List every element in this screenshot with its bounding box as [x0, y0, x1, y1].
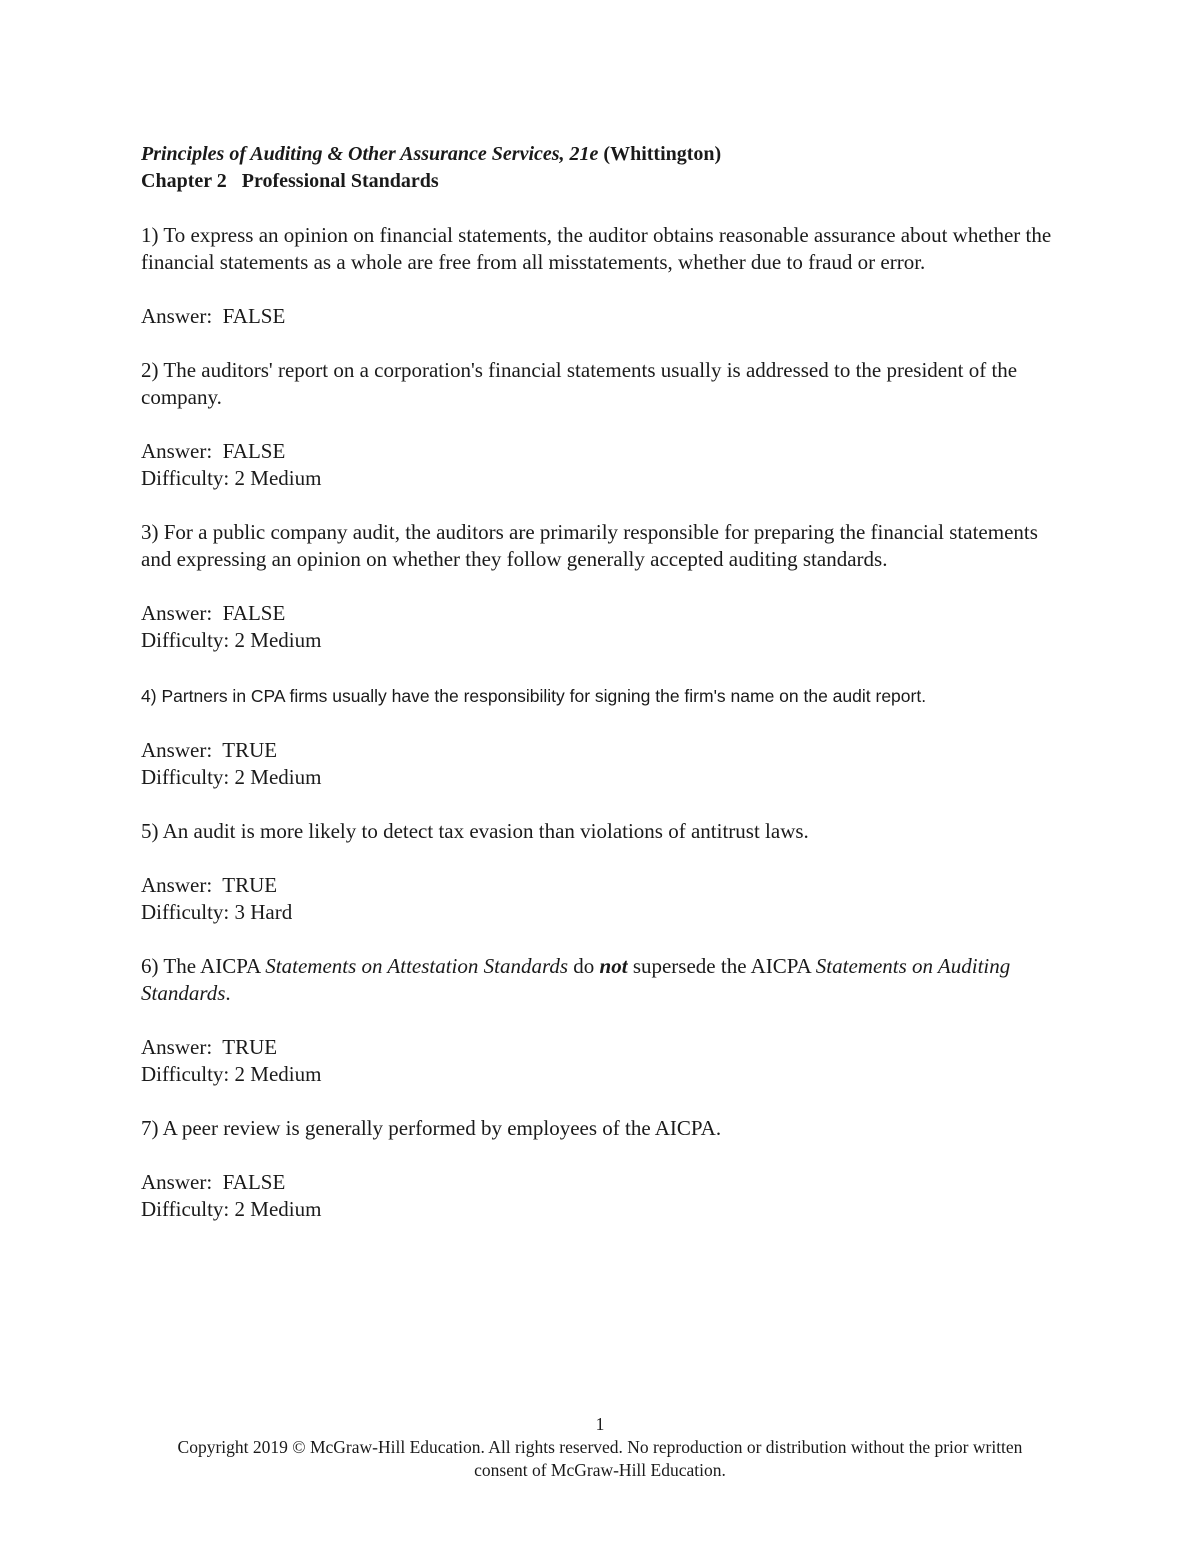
- chapter-heading: Chapter 2 Professional Standards: [141, 170, 439, 192]
- question-text: 5) An audit is more likely to detect tax evasion than violations of antitrust laws.: [141, 819, 809, 843]
- book-author: (Whittington): [598, 143, 722, 165]
- answer: Answer: TRUE: [141, 1035, 278, 1059]
- answer: Answer: TRUE: [141, 738, 278, 762]
- question-number: 1): [141, 223, 159, 247]
- question-text: 2) The auditors' report on a corporation's financial statements usually is addressed to the president of the company.: [141, 358, 1018, 409]
- difficulty: Difficulty: 2 Medium: [141, 1197, 322, 1221]
- difficulty: Difficulty: 2 Medium: [141, 628, 322, 652]
- question-3: [141, 519, 1071, 654]
- answer: Answer: FALSE: [141, 304, 286, 328]
- question-text: 3) For a public company audit, the auditors are primarily responsible for preparing the financial statements and expressing an opinion on whether they follow generally accepted auditing standards.: [141, 520, 1038, 571]
- question-1: [141, 222, 1071, 330]
- difficulty: Difficulty: 2 Medium: [141, 1062, 322, 1086]
- question-2: [141, 357, 1071, 492]
- answer: Answer: TRUE: [141, 873, 278, 897]
- question-5: [141, 818, 1071, 926]
- question-4: [141, 681, 1071, 791]
- difficulty: Difficulty: 3 Hard: [141, 900, 293, 924]
- question-text: 1) To express an opinion on financial statements, the auditor obtains reasonable assurance about whether the financial statements as a whole are free from all misstatements, whether due to fraud or error.: [141, 223, 1052, 274]
- page-footer: [0, 1413, 1200, 1482]
- question-number: 6): [141, 954, 159, 978]
- answer: Answer: FALSE: [141, 439, 286, 463]
- question-number: 2): [141, 358, 159, 382]
- answer: Answer: FALSE: [141, 1170, 286, 1194]
- copyright-notice: Copyright 2019 © McGraw-Hill Education. All rights reserved. No reproduction or distribution without the prior written consent of McGraw-Hill Education.: [177, 1437, 1023, 1480]
- question-number: 7): [141, 1116, 159, 1140]
- question-6: [141, 953, 1071, 1088]
- difficulty: Difficulty: 2 Medium: [141, 466, 322, 490]
- question-number: 3): [141, 520, 159, 544]
- question-text: 6) The AICPA Statements on Attestation Standards do not supersede the AICPA Statements on Auditing Standards.: [141, 954, 1011, 1005]
- page-number: 1: [595, 1414, 605, 1434]
- question-7: [141, 1115, 1071, 1223]
- book-title: Principles of Auditing & Other Assurance Services, 21e: [141, 143, 599, 165]
- question-text: 7) A peer review is generally performed by employees of the AICPA.: [141, 1116, 722, 1140]
- question-number: 5): [141, 819, 159, 843]
- question-text: 4) Partners in CPA firms usually have the responsibility for signing the firm's name on the audit report.: [141, 686, 927, 706]
- question-number: 4): [141, 686, 157, 706]
- answer: Answer: FALSE: [141, 601, 286, 625]
- document-page: [141, 141, 1071, 1250]
- book-title-line: [141, 141, 1071, 168]
- difficulty: Difficulty: 2 Medium: [141, 765, 322, 789]
